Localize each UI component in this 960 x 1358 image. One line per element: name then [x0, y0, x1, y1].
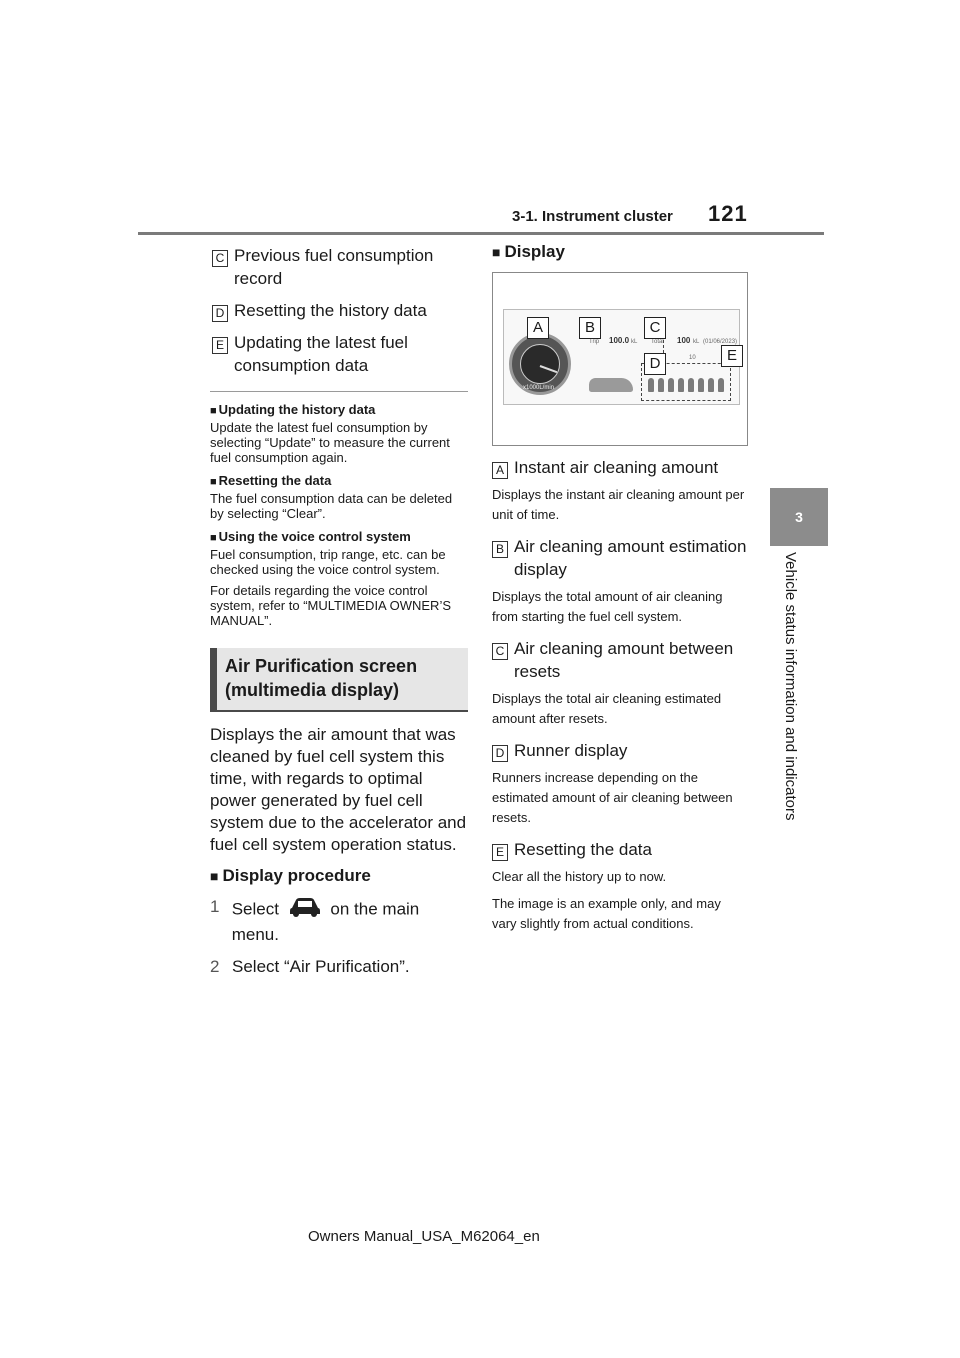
runner-count: 10 — [689, 355, 696, 361]
divider — [210, 391, 468, 392]
list-item — [212, 299, 468, 322]
list-item — [492, 535, 748, 581]
label-c: C — [212, 250, 228, 267]
list-item — [492, 739, 748, 762]
step-number: 1 — [210, 897, 220, 916]
header-rule — [138, 232, 824, 235]
section-header: 3-1. Instrument cluster — [512, 208, 673, 225]
callout-e: E — [721, 345, 743, 367]
section-title-box — [210, 648, 468, 710]
item-title: Resetting the data — [514, 840, 652, 859]
callout-b: B — [579, 317, 601, 339]
note-body: Fuel consumption, trip range, etc. can be checked using the voice control system. — [210, 547, 446, 577]
list-item — [492, 637, 748, 683]
trip-unit: kL — [631, 339, 638, 345]
car-image — [589, 378, 633, 392]
note-body: Update the latest fuel consumption by selecting “Update” to measure the current fuel consumption again. — [210, 420, 450, 465]
chapter-tab: 3 — [770, 488, 828, 546]
item-text: Previous fuel consumption record — [234, 246, 434, 288]
list-item — [212, 244, 468, 290]
step — [210, 896, 468, 946]
total-date: (01/06/2023) — [703, 339, 738, 345]
total-unit: kL — [693, 339, 700, 345]
callout-d: D — [644, 353, 666, 375]
label-d: D — [212, 305, 228, 322]
item-text: Updating the latest fuel consumption data — [234, 333, 408, 375]
step-text: Select on the main menu. — [232, 896, 468, 946]
item-description: Runners increase depending on the estimated amount of air cleaning between resets. — [492, 770, 733, 825]
label-e: E — [492, 844, 508, 861]
label-c: C — [492, 643, 508, 660]
footnote: The image is an example only, and may vary slightly from actual conditions. — [492, 896, 721, 931]
note-body: The fuel consumption data can be deleted by selecting “Clear”. — [210, 491, 453, 521]
item-title: Air cleaning amount estimation display — [514, 537, 747, 579]
item-description: Displays the instant air cleaning amount per unit of time. — [492, 487, 745, 522]
item-title: Runner display — [514, 741, 628, 760]
callout-a: A — [527, 317, 549, 339]
item-title: Instant air cleaning amount — [514, 458, 719, 477]
footer: Owners Manual_USA_M62064_en — [308, 1228, 540, 1245]
total-value: 100 — [677, 336, 691, 345]
list-item — [492, 838, 748, 861]
label-d: D — [492, 745, 508, 762]
chapter-label: Vehicle status information and indicators — [782, 552, 799, 821]
gauge-unit: x1000L/min — [523, 385, 555, 391]
item-title: Air cleaning amount between resets — [514, 639, 734, 681]
note-body: For details regarding the voice control system, refer to “MULTIMEDIA OWNER’S MANUAL”. — [210, 583, 452, 628]
right-column — [492, 242, 748, 944]
note-heading: ■ Using the voice control system — [210, 529, 411, 544]
page-number: 121 — [708, 201, 748, 226]
car-icon — [288, 896, 322, 924]
item-description: Displays the total amount of air cleaning from starting the fuel cell system. — [492, 589, 723, 624]
air-purification-figure — [492, 272, 748, 446]
label-a: A — [492, 462, 508, 479]
list-item — [492, 456, 748, 479]
display-heading: ■ Display — [492, 242, 565, 261]
item-description: Clear all the history up to now. — [492, 869, 667, 884]
note-heading: ■ Updating the history data — [210, 402, 376, 417]
section-title: Air Purification screen (multimedia display) — [225, 656, 418, 700]
callout-c: C — [644, 317, 666, 339]
list-item — [212, 331, 468, 377]
intro-paragraph: Displays the air amount that was cleaned by fuel cell system this time, with regards to optimal power generated by fuel cell system due to the accelerator and fuel cell system operation status. — [210, 725, 467, 854]
step — [210, 956, 468, 978]
label-b: B — [492, 541, 508, 558]
item-text: Resetting the history data — [234, 301, 427, 320]
trip-label: Trip — [589, 339, 600, 345]
left-column — [210, 244, 468, 978]
trip-value: 100.0 — [609, 336, 630, 345]
step-text: Select “Air Purification”. — [232, 957, 410, 976]
item-description: Displays the total air cleaning estimated amount after resets. — [492, 691, 722, 726]
total-label: Total — [651, 339, 664, 345]
step-number: 2 — [210, 957, 220, 976]
procedure-heading: ■ Display procedure — [210, 866, 371, 885]
section-rule — [210, 710, 468, 712]
label-e: E — [212, 337, 228, 354]
note-heading: ■ Resetting the data — [210, 473, 332, 488]
